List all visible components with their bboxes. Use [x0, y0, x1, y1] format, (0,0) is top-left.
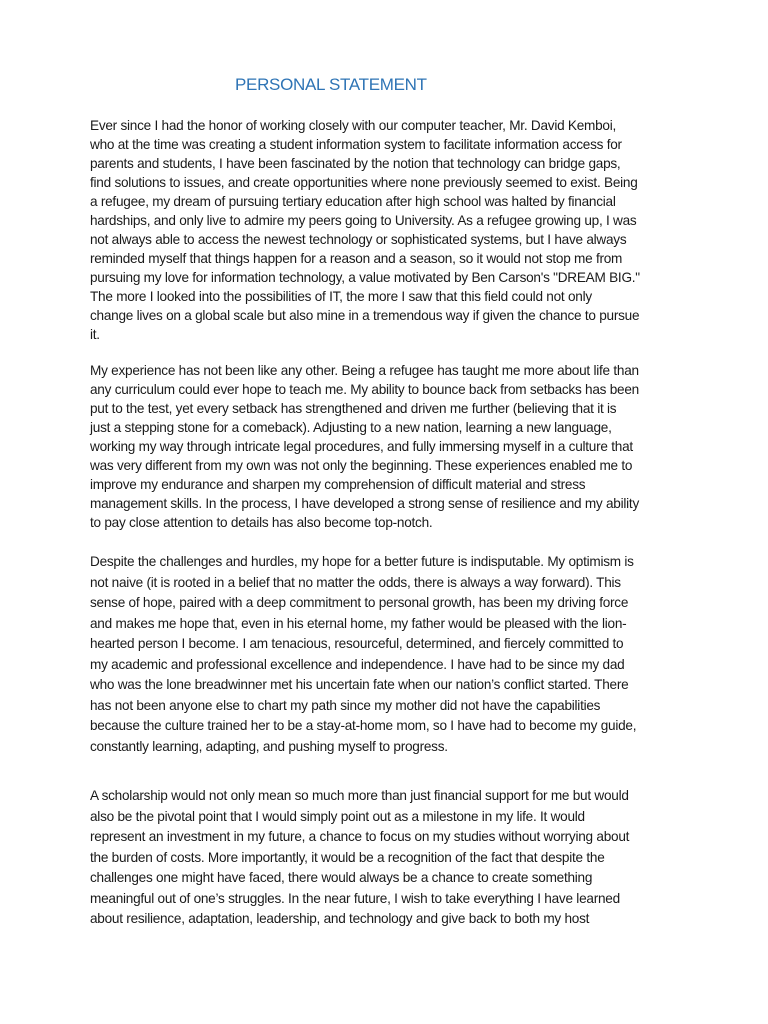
text-line: pursuing my love for information technology, a value motivated by Ben Carson's "DREAM BIG." [90, 270, 640, 285]
text-line: management skills. In the process, I have developed a strong sense of resilience and my ability [90, 496, 640, 511]
text-line: find solutions to issues, and create opportunities where none previously seemed to exist. Being [90, 175, 638, 190]
text-line: The more I looked into the possibilities of IT, the more I saw that this field could not only [90, 289, 592, 304]
text-line: constantly learning, adapting, and pushing myself to progress. [90, 738, 448, 754]
text-line: not always able to access the newest technology or sophisticated systems, but I have always [90, 232, 627, 247]
text-line: hearted person I become. I am tenacious, resourceful, determined, and fiercely committed to [90, 636, 624, 651]
text-line: Despite the challenges and hurdles, my hope for a better future is indisputable. My optimism is [90, 554, 634, 569]
text-line: sense of hope, paired with a deep commitment to personal growth, has been my driving force [90, 595, 629, 610]
text-line: reminded myself that things happen for a reason and a season, so it would not stop me from [90, 251, 623, 266]
text-line: and makes me hope that, even in his eternal home, my father would be pleased with the lion- [90, 615, 627, 631]
text-line: was very different from my own was not only the beginning. These experiences enabled me to [90, 458, 633, 473]
paragraph-2 [90, 361, 639, 532]
text-line: any curriculum could ever hope to teach me. My ability to bounce back from setbacks has been [90, 382, 639, 397]
text-line: also be the pivotal point that I would simply point out as a milestone in my life. It would [90, 808, 585, 824]
text-line: the burden of costs. More importantly, it would be a recognition of the fact that despite the [90, 849, 605, 865]
text-line: parents and students, I have been fascinated by the notion that technology can bridge gaps, [90, 156, 621, 171]
text-line: hardships, and only live to admire my peers going to University. As a refugee growing up, I was [90, 213, 637, 228]
document-title: PERSONAL STATEMENT [235, 75, 427, 94]
text-line: a refugee, my dream of pursuing tertiary education after high school was halted by financial [90, 194, 616, 209]
text-line: who at the time was creating a student information system to facilitate information access for [90, 137, 622, 152]
text-line: put to the test, yet every setback has strengthened and driven me further (believing that it is [90, 401, 617, 416]
text-line: improve my endurance and sharpen my comprehension of difficult material and stress [90, 477, 586, 492]
text-line: my academic and professional excellence and independence. I have had to be since my dad [90, 656, 625, 672]
text-line: it. [90, 327, 100, 342]
text-line: who was the lone breadwinner met his uncertain fate when our nation’s conflict started. There [90, 677, 629, 692]
text-line: working my way through intricate legal procedures, and fully immersing myself in a culture that [90, 439, 633, 454]
paragraph-4 [90, 786, 629, 930]
text-line: not naive (it is rooted in a belief that no matter the odds, there is always a way forward). This [90, 574, 621, 590]
text-line: meaningful out of one’s struggles. In the near future, I wish to take everything I have learned [90, 890, 620, 906]
text-line: to pay close attention to details has also become top-notch. [90, 515, 433, 530]
text-line: about resilience, adaptation, leadership, and technology and give back to both my host [90, 911, 590, 926]
text-line: challenges one might have faced, there would always be a chance to create something [90, 870, 593, 885]
text-line: A scholarship would not only mean so much more than just financial support for me but would [90, 788, 629, 803]
paragraph-1 [90, 116, 640, 344]
text-line: Ever since I had the honor of working closely with our computer teacher, Mr. David Kemboi, [90, 118, 617, 133]
text-line: change lives on a global scale but also mine in a tremendous way if given the chance to pursue [90, 308, 640, 323]
text-line: represent an investment in my future, a chance to focus on my studies without worrying about [90, 829, 630, 844]
text-line: has not been anyone else to chart my path since my mother did not have the capabilities [90, 697, 601, 713]
text-line: because the culture trained her to be a stay-at-home mom, so I have had to become my guide, [90, 718, 637, 733]
text-line: just a stepping stone for a comeback). Adjusting to a new nation, learning a new language, [90, 420, 612, 435]
text-line: My experience has not been like any other. Being a refugee has taught me more about life than [90, 363, 639, 378]
paragraph-3 [90, 552, 636, 757]
